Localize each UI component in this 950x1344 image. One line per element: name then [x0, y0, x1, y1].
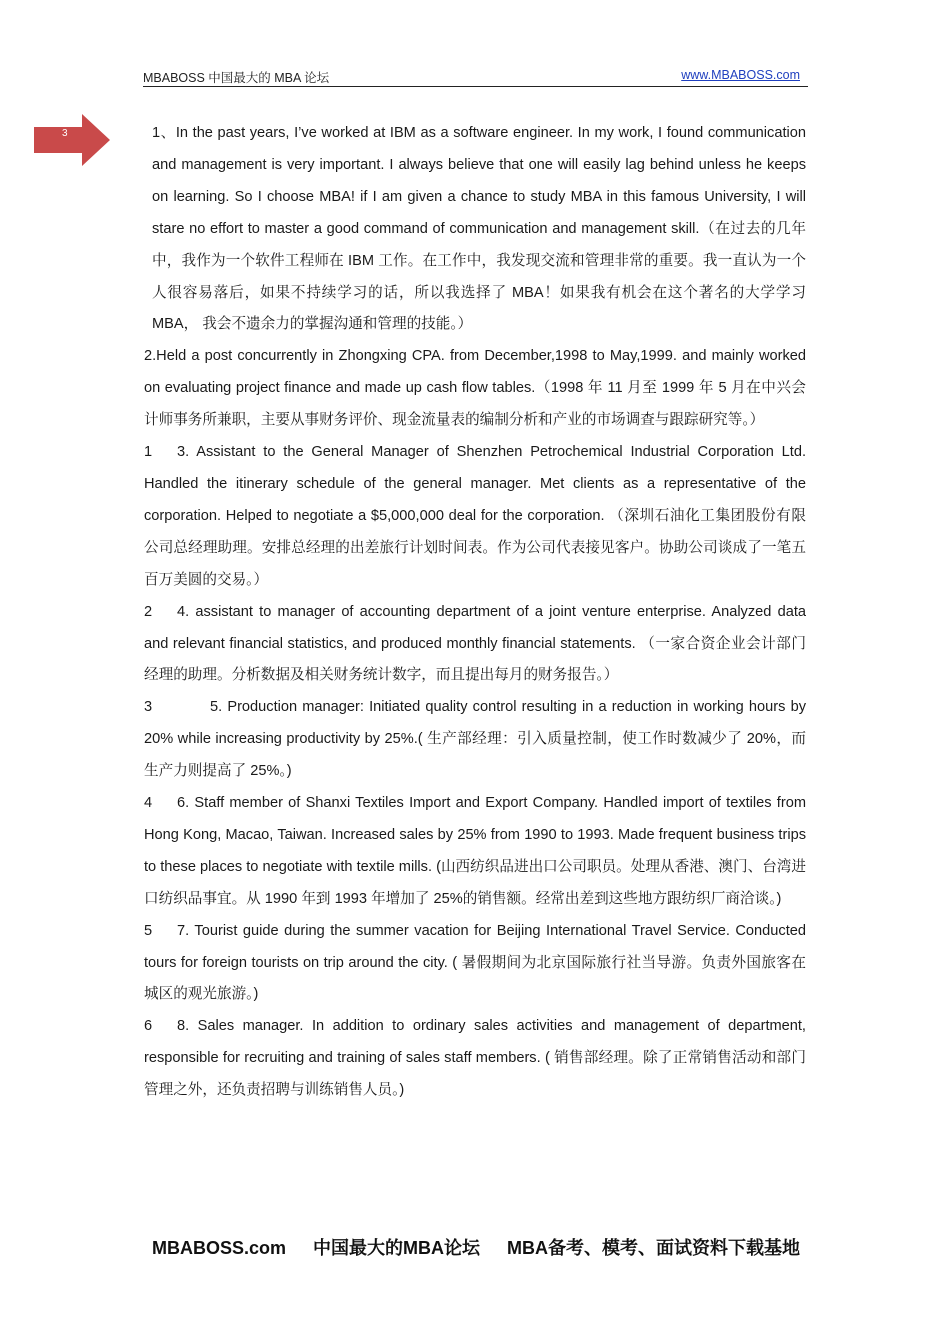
item-number: 3 [144, 699, 153, 716]
item-number: 1 [144, 444, 153, 461]
page-marker-number: 3 [62, 128, 68, 139]
paragraph-3: 1 3. Assistant to the General Manager of Shenzhen Petrochemical Industrial Corporation Ltd. Handled the itinerary schedule of the general manager. Met clients as a representative of the corporation. Helped to negotiate a $5,000,000 deal for the corporation. （深圳石油化工集团股份有限公司总经理助理。安排总经理的出差旅行计划时间表。作为公司代表接见客户。协助公司谈成了一笔五百万美圆的交易。） [144, 437, 806, 597]
paragraph-7: 5 7. Tourist guide during the summer vacation for Beijing International Travel Service. Conducted tours for foreign tourists on trip around the city. ( 暑假期间为北京国际旅行社当导游。负责外国旅客在城区的观光旅游。) [144, 916, 806, 1012]
item-number: 4 [144, 795, 153, 812]
page-footer [152, 1234, 852, 1260]
header-title: MBABOSS 中国最大的 MBA 论坛 [143, 71, 330, 85]
item-number: 6 [144, 1018, 153, 1035]
footer-tagline: MBA备考、模考、面试资料下载基地 [507, 1238, 801, 1258]
paragraph-5: 3 5. Production manager: Initiated quality control resulting in a reduction in working hours by 20% while increasing productivity by 25%.( 生产部经理：引入质量控制，使工作时数减少了 20%，而生产力则提高了 25%。) [144, 692, 806, 788]
item-number: 5 [144, 922, 153, 939]
paragraph-8: 6 8. Sales manager. In addition to ordinary sales activities and management of department, responsible for recruiting and training of sales staff members. ( 销售部经理。除了正常销售活动和部门管理之外，还负责招聘与训练销售人员。) [144, 1011, 806, 1107]
paragraph-4: 2 4. assistant to manager of accounting department of a joint venture enterprise. Analyzed data and relevant financial statistics, and produced monthly financial statements. （一家合资企业会计部门经理的助理。分析数据及相关财务统计数字，而且提出每月的财务报告。） [144, 597, 806, 693]
footer-slogan: 中国最大的MBA论坛 [313, 1238, 481, 1258]
page-marker-arrow-icon [34, 114, 110, 166]
footer-site: MBABOSS.com [152, 1238, 287, 1258]
document-body [144, 118, 806, 1107]
paragraph-2: 2.Held a post concurrently in Zhongxing CPA. from December,1998 to May,1999. and mainly worked on evaluating project finance and made up cash flow tables.（1998 年 11 月至 1999 年 5 月在中兴会计师事务所兼职，主要从事财务评价、现金流量表的编制分析和产业的市场调查与跟踪研究等。） [144, 348, 806, 429]
page-header [143, 68, 808, 87]
item-number: 2 [144, 603, 153, 620]
paragraph-6: 4 6. Staff member of Shanxi Textiles Import and Export Company. Handled import of textiles from Hong Kong, Macao, Taiwan. Increased sales by 25% from 1990 to 1993. Made frequent business trips to these places to negotiate with textile mills. (山西纺织品进出口公司职员。处理从香港、澳门、台湾进口纺织品事宜。从 1990 年到 1993 年增加了 25%的销售额。经常出差到这些地方跟纺织厂商洽谈。) [144, 788, 806, 916]
header-site-link[interactable]: www.MBABOSS.com [681, 68, 800, 82]
paragraph-1: 1、In the past years, I’ve worked at IBM as a software engineer. In my work, I found communication and management is very important. I always believe that one will easily lag behind unless he keeps on learning. So I choose MBA! if I am given a chance to study MBA in this famous University, I will stare no effort to master a good command of communication and management skill.（在过去的几年中，我作为一个软件工程师在 IBM 工作。在工作中，我发现交流和管理非常的重要。我一直认为一个人很容易落后，如果不持续学习的话，所以我选择了 MBA！如果我有机会在这个著名的大学学习 MBA， 我会不遗余力的掌握沟通和管理的技能。） [152, 125, 806, 333]
